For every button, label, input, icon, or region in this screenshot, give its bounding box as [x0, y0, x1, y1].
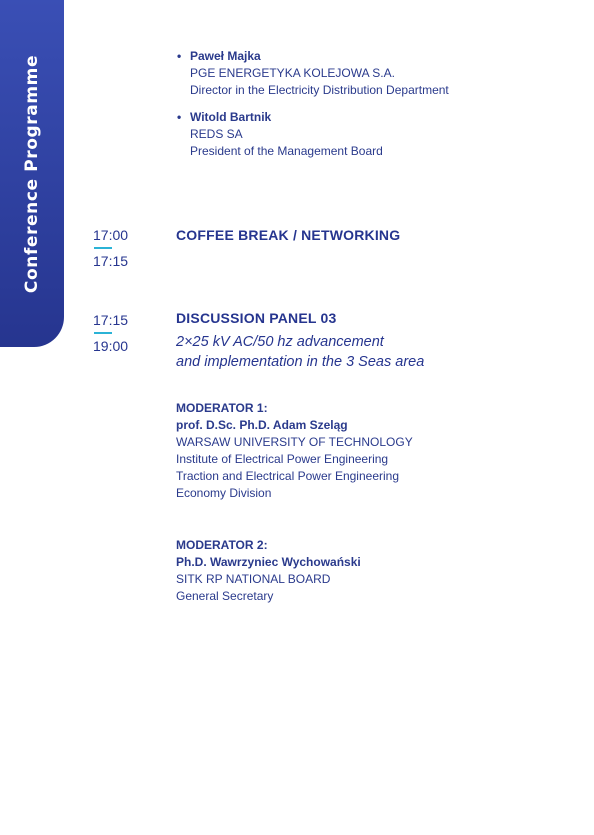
speaker-item [177, 109, 449, 160]
bullet-icon: • [177, 110, 182, 124]
speaker-organization: PGE ENERGETYKA KOLEJOWA S.A. [190, 66, 395, 80]
moderator-line: Institute of Electrical Power Engineering [176, 452, 389, 466]
speaker-list [177, 48, 449, 170]
moderator-line: Economy Division [176, 486, 272, 500]
moderator-2 [176, 537, 361, 605]
session-title-coffee-break: COFFEE BREAK / NETWORKING [176, 227, 401, 243]
moderator-line: General Secretary [176, 589, 274, 603]
moderator-label: MODERATOR 2: [176, 538, 268, 552]
session-time-panel [93, 311, 128, 355]
time-divider [94, 247, 112, 249]
subtitle-line: 2×25 kV AC/50 hz advancement [176, 334, 384, 350]
subtitle-line: and implementation in the 3 Seas area [176, 354, 425, 370]
speaker-name: Paweł Majka [190, 49, 261, 63]
moderator-name: Ph.D. Wawrzyniec Wychowański [176, 555, 361, 569]
session-subtitle [176, 332, 424, 372]
speaker-organization: REDS SA [190, 127, 243, 141]
moderator-line: WARSAW UNIVERSITY OF TECHNOLOGY [176, 435, 413, 449]
session-title-panel: DISCUSSION PANEL 03 [176, 310, 337, 326]
speaker-item [177, 48, 449, 99]
moderator-line: SITK RP NATIONAL BOARD [176, 572, 331, 586]
session-time-coffee [93, 226, 128, 270]
session-start-time: 17:15 [93, 312, 129, 328]
moderator-label: MODERATOR 1: [176, 401, 268, 415]
session-end-time: 17:15 [93, 253, 129, 269]
side-tab-label: Conference Programme [22, 54, 42, 294]
moderator-1 [176, 400, 413, 502]
speaker-name: Witold Bartnik [190, 110, 272, 124]
speaker-role: Director in the Electricity Distribution Department [190, 83, 449, 97]
session-start-time: 17:00 [93, 227, 129, 243]
moderator-line: Traction and Electrical Power Engineering [176, 469, 400, 483]
time-divider [94, 332, 112, 334]
side-tab [0, 0, 64, 347]
bullet-icon: • [177, 49, 182, 63]
session-end-time: 19:00 [93, 338, 129, 354]
moderator-name: prof. D.Sc. Ph.D. Adam Szeląg [176, 418, 348, 432]
speaker-role: President of the Management Board [190, 144, 383, 158]
